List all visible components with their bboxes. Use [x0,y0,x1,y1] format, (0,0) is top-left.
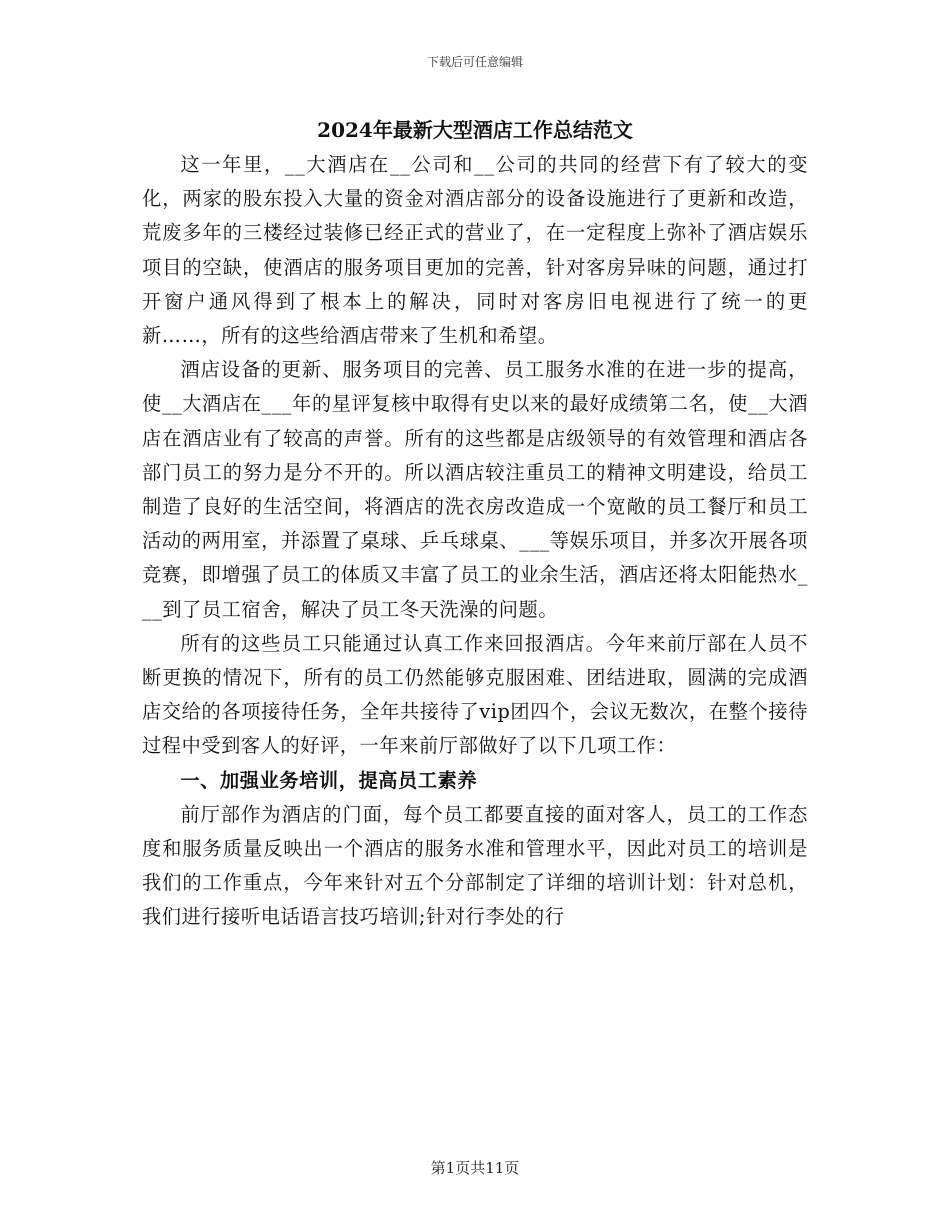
paragraph-front-office: 所有的这些员工只能通过认真工作来回报酒店。今年来前厅部在人员不断更换的情况下，所有的员工仍然能够克服困难、团结进取，圆满的完成酒店交给的各项接待任务，全年共接待了vip团四个，会议无数次，在整个接待过程中受到客人的好评，一年来前厅部做好了以下几项工作： [142,631,808,758]
paragraph-intro: 这一年里，__大酒店在__公司和__公司的共同的经营下有了较大的变化，两家的股东投入大量的资金对酒店部分的设备设施进行了更新和改造，荒废多年的三楼经过装修已经正式的营业了，在一定程度上弥补了酒店娱乐项目的空缺，使酒店的服务项目更加的完善，针对客房异味的问题，通过打开窗户通风得到了根本上的解决，同时对客房旧电视进行了统一的更新……，所有的这些给酒店带来了生机和希望。 [142,153,808,348]
document-title: 2024年最新大型酒店工作总结范文 [317,118,633,142]
section-heading: 一、加强业务培训，提高员工素养 [180,768,478,792]
paragraph-training: 前厅部作为酒店的门面，每个员工都要直接的面对客人，员工的工作态度和服务质量反映出一个酒店的服务水准和管理水平，因此对员工的培训是我们的工作重点，今年来针对五个分部制定了详细的培训计划：针对总机，我们进行接听电话语言技巧培训;针对行李处的行 [142,802,808,929]
document-body [142,148,808,935]
page-number: 第1页共11页 [430,1159,520,1177]
page-header-note: 下载后可任意编辑 [426,55,523,69]
paragraph-equipment: 酒店设备的更新、服务项目的完善、员工服务水准的在进一步的提高，使__大酒店在___年的星评复核中取得有史以来的最好成绩第二名，使__大酒店在酒店业有了较高的声誉。所有的这些都是店级领导的有效管理和酒店各部门员工的努力是分不开的。所以酒店较注重员工的精神文明建设，给员工制造了良好的生活空间，将酒店的洗衣房改造成一个宽敞的员工餐厅和员工活动的两用室，并添置了桌球、乒乓球桌、___等娱乐项目，并多次开展各项竞赛，即增强了员工的体质又丰富了员工的业余生活，酒店还将太阳能热水___到了员工宿舍，解决了员工冬天洗澡的问题。 [142,358,808,621]
